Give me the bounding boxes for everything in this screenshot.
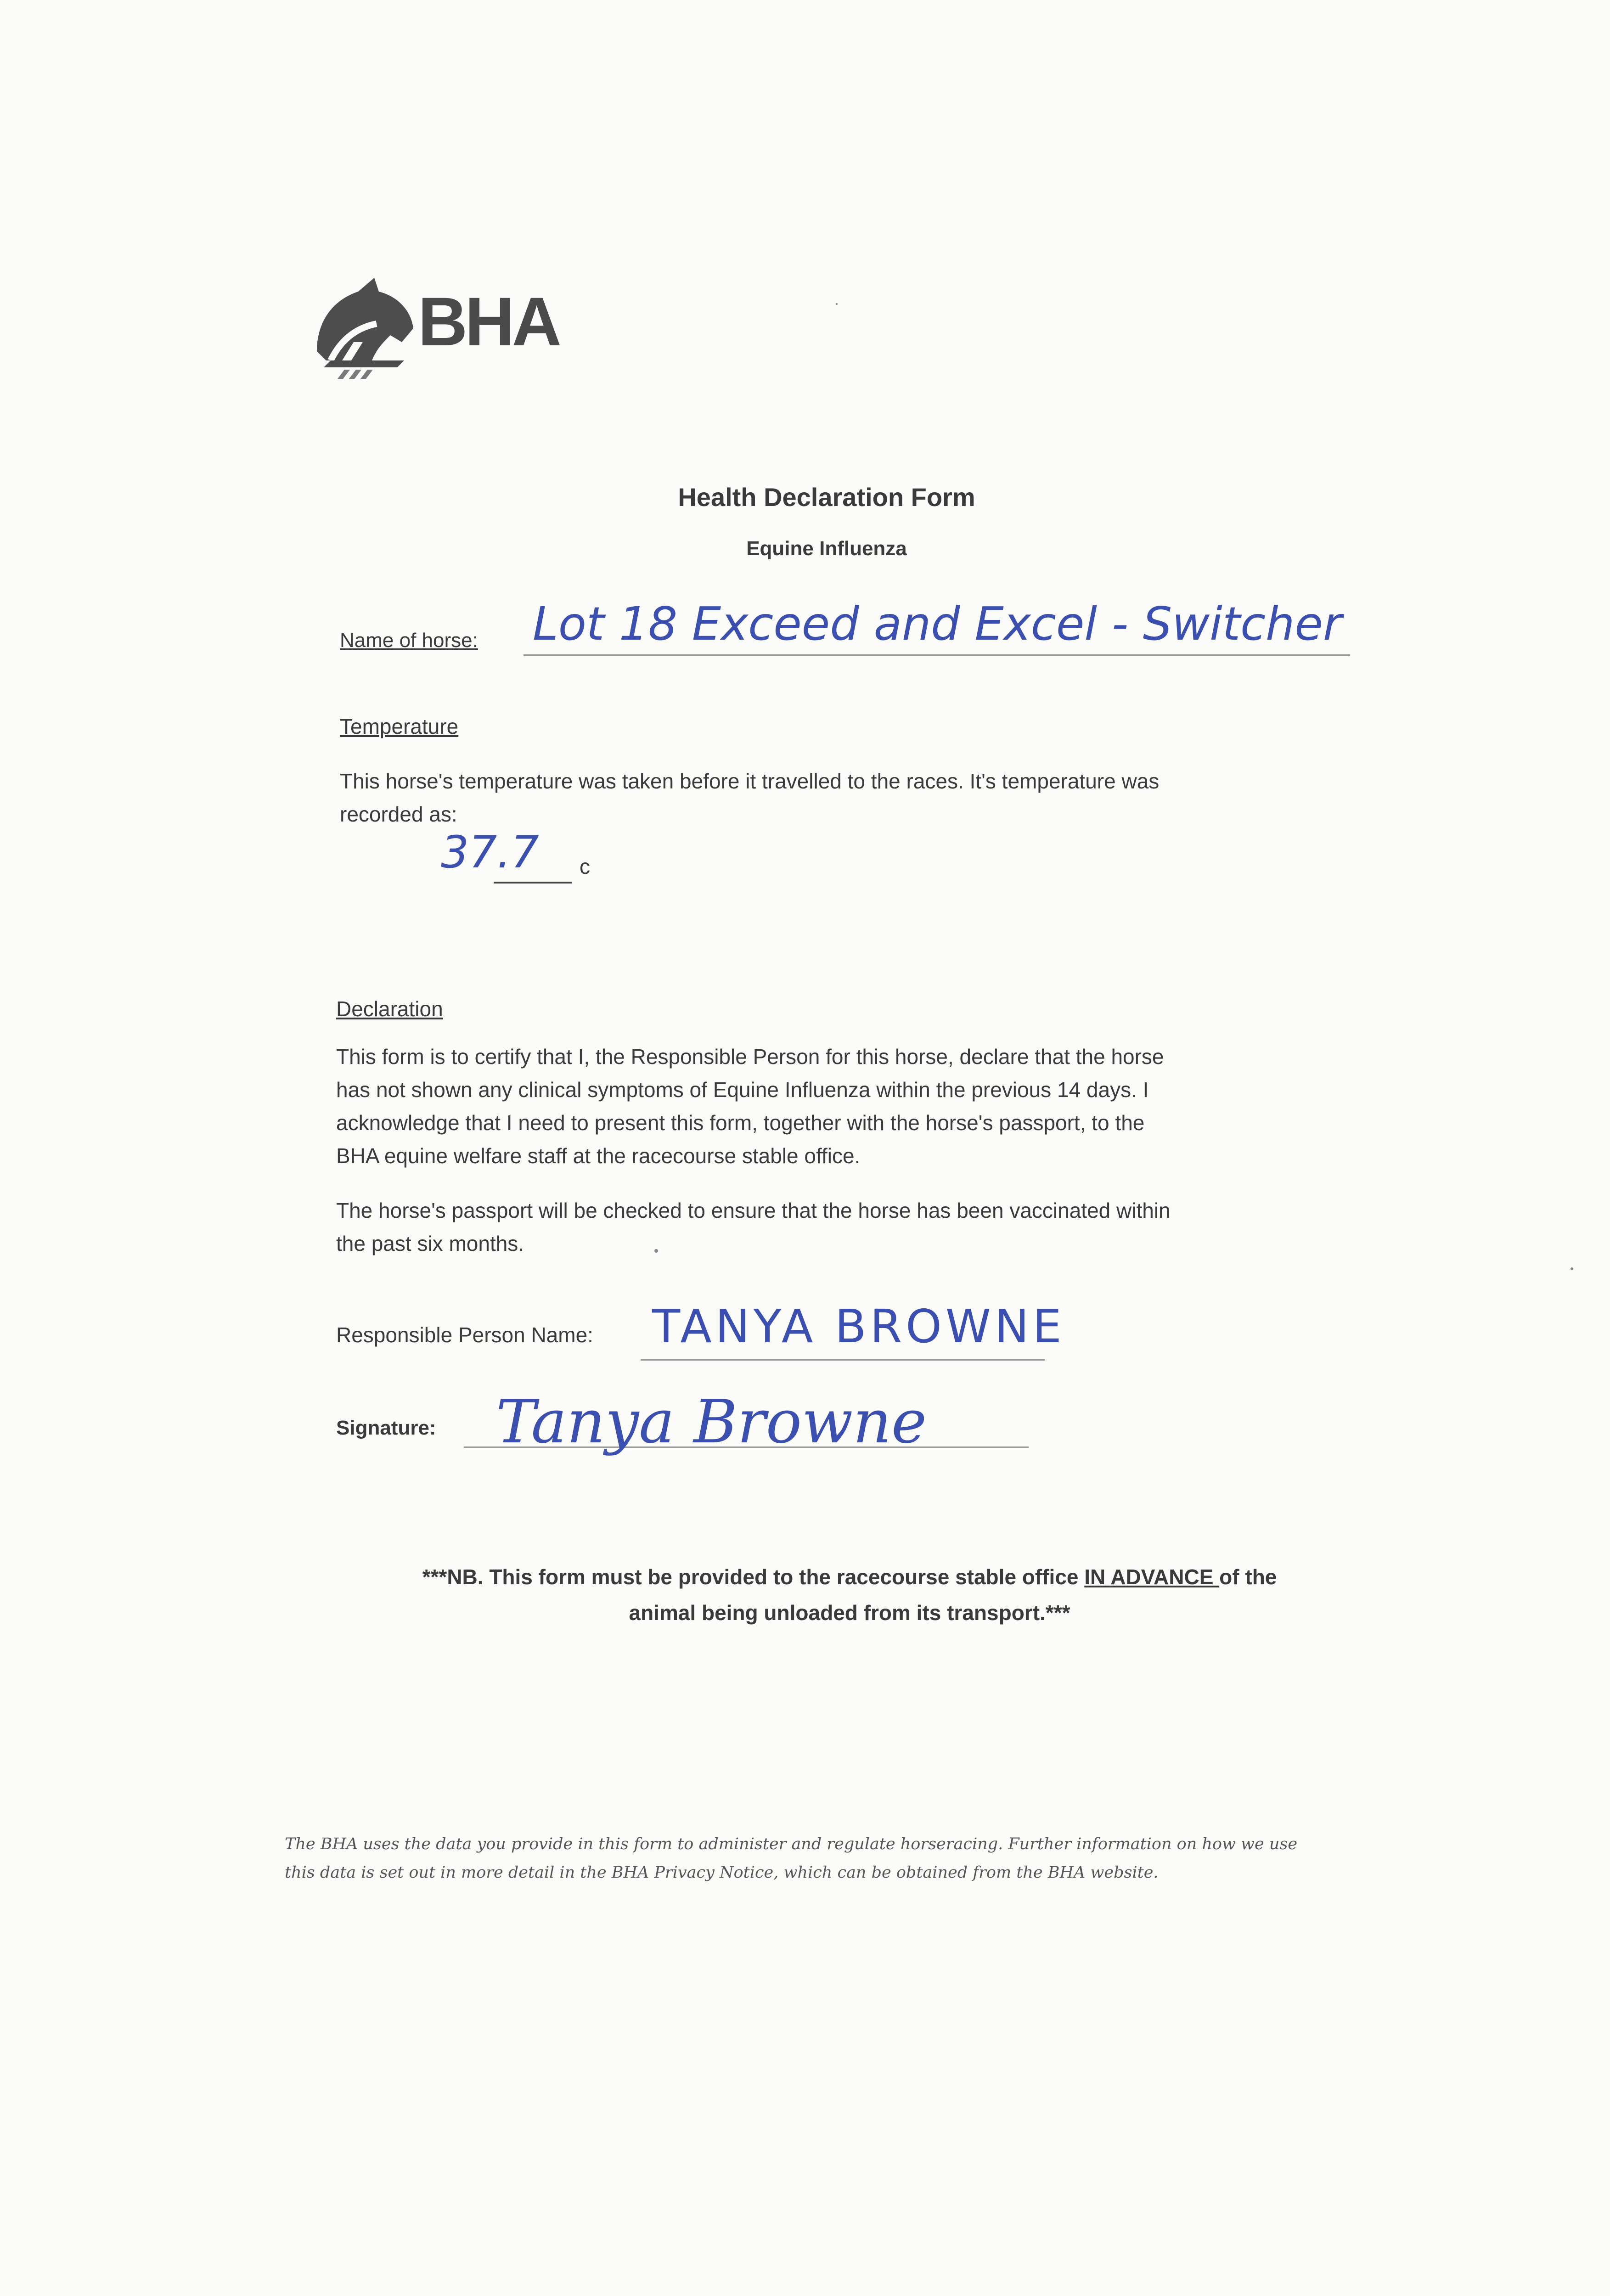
declaration-p1-line4: BHA equine welfare staff at the racecourse stable office. [336, 1144, 861, 1168]
advance-notice [321, 1559, 1378, 1631]
declaration-p2-line1: The horse's passport will be checked to ensure that the horse has been vaccinated within [336, 1199, 1171, 1222]
temperature-value: 37.7 [441, 827, 539, 878]
declaration-p1-line2: has not shown any clinical symptoms of Equine Influenza within the previous 14 days. I [336, 1078, 1149, 1102]
signature-label: Signature: [336, 1417, 436, 1439]
bha-logo [298, 273, 592, 383]
notice-emphasis: IN ADVANCE [1084, 1565, 1220, 1589]
temperature-unit: c [580, 855, 590, 878]
declaration-heading: Declaration [336, 997, 443, 1021]
horse-name-label: Name of horse: [340, 629, 478, 652]
temperature-text-line1: This horse's temperature was taken before it travelled to the races. It's temperature was [340, 769, 1160, 793]
signature-value: Tanya Browne [496, 1387, 927, 1457]
horse-name-value: Lot 18 Exceed and Excel - Switcher [533, 597, 1342, 651]
horse-head-icon [298, 273, 418, 383]
declaration-p2-line2: the past six months. [336, 1232, 524, 1255]
form-title: Health Declaration Form [678, 483, 975, 512]
temperature-text-line2: recorded as: [340, 802, 457, 826]
footer-line2: this data is set out in more detail in the BHA Privacy Notice, which can be obtained from the BHA website. [285, 1863, 1159, 1882]
logo-text: BHA [418, 283, 559, 360]
scan-speck [1571, 1267, 1573, 1270]
notice-suffix: of the [1219, 1565, 1277, 1589]
temperature-line [494, 882, 572, 884]
notice-prefix: ***NB. This form must be provided to the racecourse stable office [422, 1565, 1085, 1589]
scan-speck [836, 303, 838, 305]
privacy-footer [285, 1830, 1387, 1887]
responsible-person-value: TANYA BROWNE [652, 1300, 1065, 1353]
notice-line2: animal being unloaded from its transport.*** [629, 1601, 1070, 1625]
responsible-person-line [641, 1359, 1045, 1361]
horse-name-line [524, 654, 1350, 656]
scan-speck [654, 1249, 658, 1253]
responsible-person-label: Responsible Person Name: [336, 1323, 593, 1347]
footer-line1: The BHA uses the data you provide in this form to administer and regulate horseracing. Further information on how we use [285, 1835, 1298, 1853]
form-subtitle: Equine Influenza [746, 537, 907, 560]
declaration-p1-line3: acknowledge that I need to present this form, together with the horse's passport, to the [336, 1111, 1145, 1135]
declaration-p1-line1: This form is to certify that I, the Responsible Person for this horse, declare that the horse [336, 1045, 1164, 1069]
temperature-heading: Temperature [340, 715, 459, 738]
